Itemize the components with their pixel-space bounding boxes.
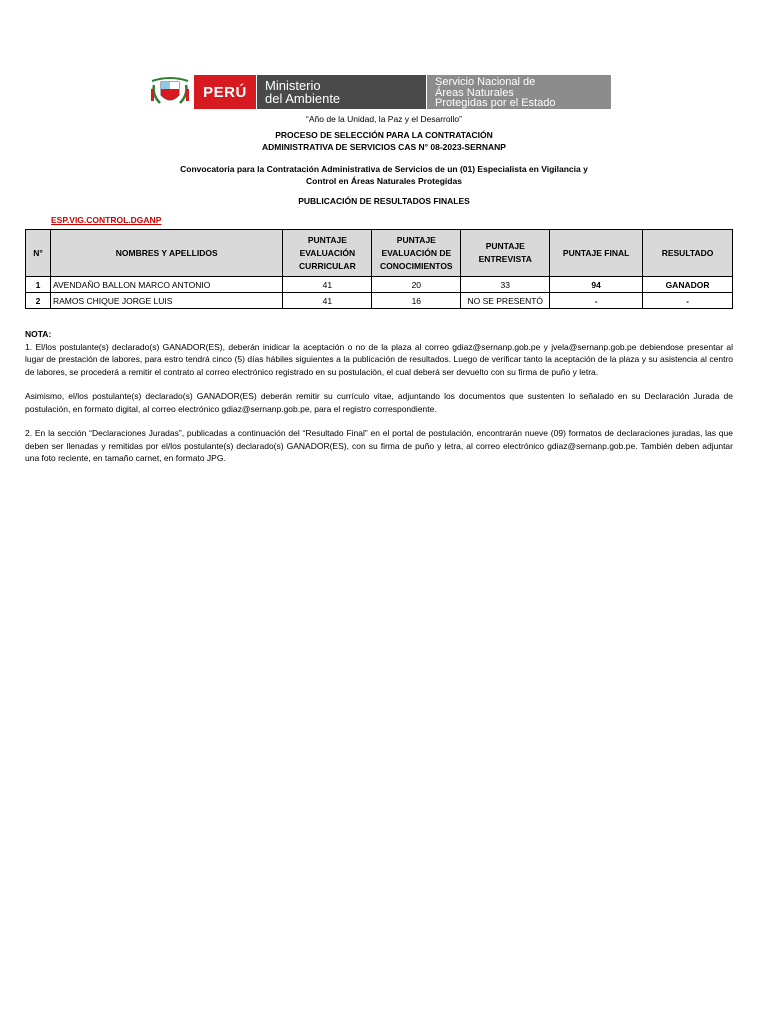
year-motto: “Año de la Unidad, la Paz y el Desarrollo” — [306, 114, 462, 124]
agency-label — [426, 75, 611, 109]
peru-coat-of-arms-icon — [146, 75, 194, 109]
row-name: RAMOS CHIQUE JORGE LUIS — [50, 293, 282, 309]
notes-title: NOTA: — [25, 329, 52, 339]
header-name: NOMBRES Y APELLIDOS — [50, 230, 282, 277]
table-row — [26, 293, 733, 309]
agency-line-3: Protegidas por el Estado — [435, 97, 556, 109]
process-title-line-2: ADMINISTRATIVA DE SERVICIOS CAS N° 08-2023-SERNANP — [262, 142, 506, 152]
header-cv-score: PUNTAJE EVALUACIÓN CURRICULAR — [283, 230, 372, 277]
header-knowledge-score: PUNTAJE EVALUACIÓN DE CONOCIMIENTOS — [372, 230, 461, 277]
row-knowledge-score: 16 — [372, 293, 461, 309]
header-result: RESULTADO — [643, 230, 733, 277]
row-final-score: - — [550, 293, 643, 309]
row-result: GANADOR — [643, 277, 733, 293]
position-code: ESP.VIG.CONTROL.DGANP — [51, 215, 162, 225]
header-interview-score: PUNTAJE ENTREVISTA — [461, 230, 550, 277]
ministry-line-2: del Ambiente — [265, 91, 341, 106]
notes-section — [25, 328, 733, 465]
peru-label: PERÚ — [194, 75, 256, 109]
row-name: AVENDAÑO BALLON MARCO ANTONIO — [50, 277, 282, 293]
row-interview-score: 33 — [461, 277, 550, 293]
agency-line-2: Áreas Naturales — [435, 86, 514, 99]
table-header-row — [26, 230, 733, 277]
row-final-score: 94 — [550, 277, 643, 293]
process-title-line-1: PROCESO DE SELECCIÓN PARA LA CONTRATACIÓN — [275, 130, 493, 140]
row-cv-score: 41 — [283, 277, 372, 293]
ministry-line-1: Ministerio — [265, 78, 321, 93]
results-table — [25, 229, 733, 309]
call-description-line-2: Control en Áreas Naturales Protegidas — [306, 176, 462, 186]
call-description-line-1: Convocatoria para la Contratación Administrativa de Servicios de un (01) Especialista en Vigilancia y — [180, 164, 588, 174]
institution-banner — [146, 75, 611, 109]
note-item-2: 2. En la sección “Declaraciones Juradas”, publicadas a continuación del “Resultado Final” en el portal de postulación, encontrarán nueve (09) formatos de declaraciones juradas, las que deben ser llenadas y remitidas por el/los postulante(s) declarado(s) GANADOR(ES), con su firma de puño y letra, al correo electrónico gdiaz@sernanp.gob.pe. También deben adjuntar una foto reciente, en tamaño carnet, en formato JPG. — [25, 428, 733, 463]
row-number: 1 — [26, 277, 51, 293]
row-knowledge-score: 20 — [372, 277, 461, 293]
header-number: N° — [26, 230, 51, 277]
agency-line-1: Servicio Nacional de — [435, 76, 536, 88]
row-result: - — [643, 293, 733, 309]
ministry-label — [256, 75, 426, 109]
row-cv-score: 41 — [283, 293, 372, 309]
note-item-1: 1. El/los postulante(s) declarado(s) GANADOR(ES), deberán inidicar la aceptación o no de la plaza al correo gdiaz@sernanp.gob.pe y jvela@sernanp.gob.pe debiendose presentar al lugar de prestación de labores, para estro tendrá cinco (5) días hábiles siguientes a la publicación de resultados. Luego de verificar tanto la aceptación de la plaza y su asistencia al centro de labores, se procederá a remitir el contrato al correo electrónico registrado en su postulación, el cual deberá ser devuelto con su firma de puño y letra. — [25, 341, 733, 377]
header-final-score: PUNTAJE FINAL — [550, 230, 643, 277]
note-item-1-continued: Asimismo, el/los postulante(s) declarado(s) GANADOR(ES) deberán remitir su currículo vitae, adjuntando los documentos que sustenten lo señalado en su Declaración Jurada de postulación, en formato digital, al correo electrónico gdiaz@sernanp.gob.pe, para el registro correspondiente. — [25, 391, 733, 414]
table-row — [26, 277, 733, 293]
row-interview-score: NO SE PRESENTÓ — [461, 293, 550, 309]
publication-title: PUBLICACIÓN DE RESULTADOS FINALES — [298, 196, 470, 206]
row-number: 2 — [26, 293, 51, 309]
